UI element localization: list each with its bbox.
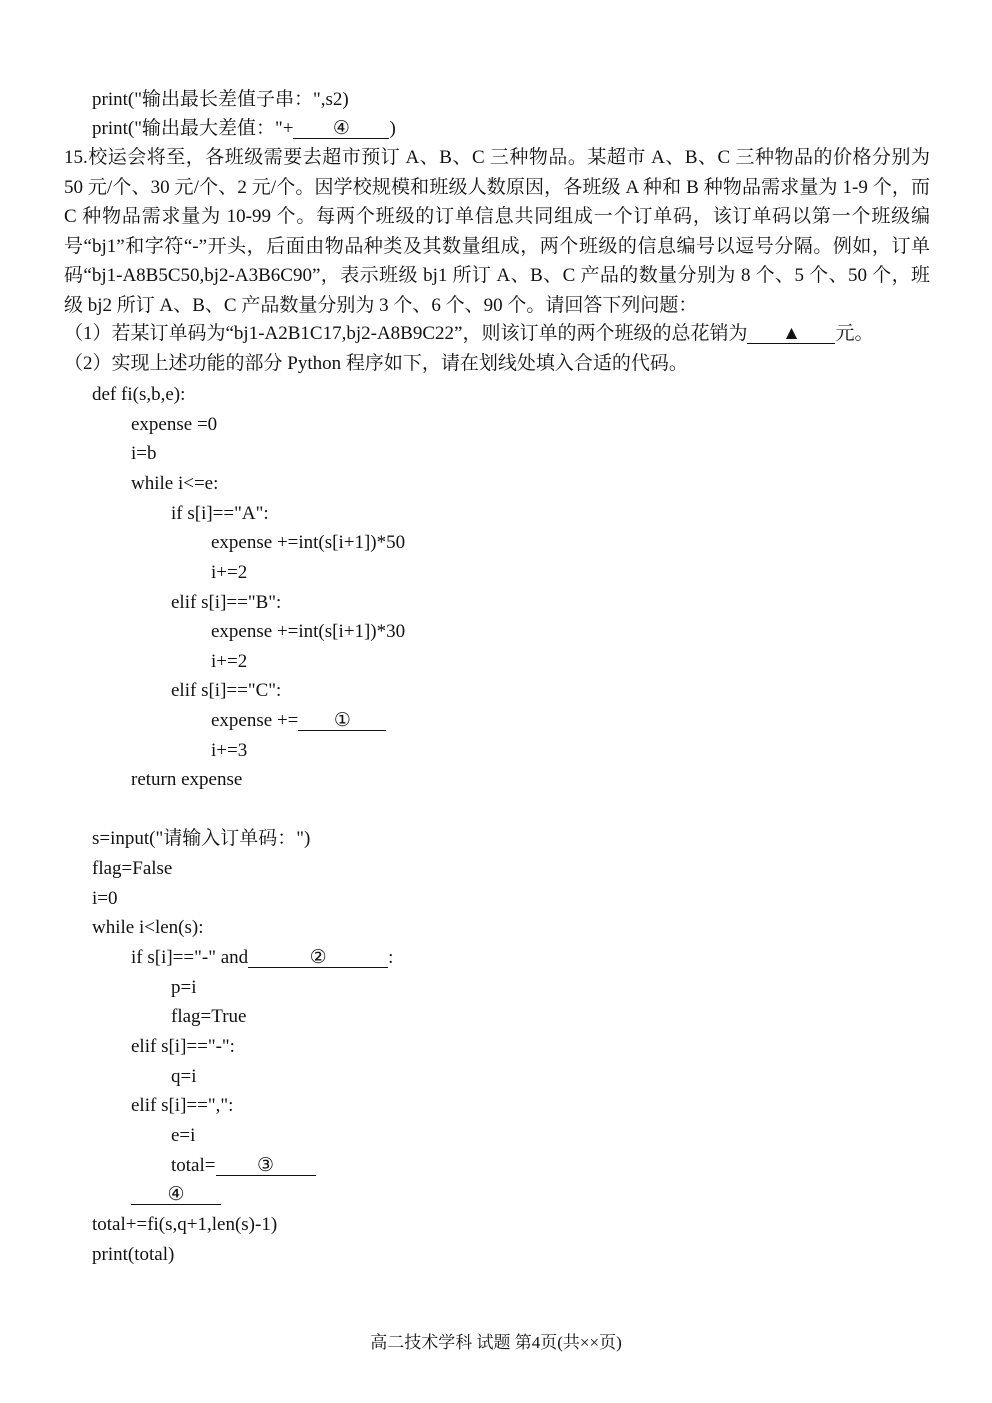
code-line: i+=3 (211, 740, 248, 761)
question-2-text: （2）实现上述功能的部分 Python 程序如下，请在划线处填入合适的代码。 (64, 353, 688, 374)
code-line: elif s[i]=="B": (171, 592, 282, 613)
code-line-blank-3 (171, 1154, 316, 1178)
code-line: if s[i]=="A": (171, 503, 269, 524)
code-line: q=i (171, 1066, 197, 1087)
code-line: while i<=e: (131, 473, 219, 494)
code-line: while i<len(s): (92, 917, 204, 938)
code-line: i=0 (92, 888, 118, 909)
code-line: total+=fi(s,q+1,len(s)-1) (92, 1214, 278, 1235)
page-footer: 高二技术学科 试题 第4页(共××页) (370, 1333, 622, 1352)
code-line: p=i (171, 977, 197, 998)
code-line: i+=2 (211, 651, 248, 672)
question-1-text: （1）若某订单码为“bj1-A2B1C17,bj2-A8B9C22”，则该订单的两个班级的总花销为 (64, 323, 748, 344)
code-line: elif s[i]==",": (131, 1095, 234, 1116)
code-text: total= (171, 1155, 216, 1176)
answer-blank-q1[interactable]: ▲ (747, 325, 835, 344)
colon-text: : (388, 947, 394, 968)
answer-blank-4[interactable]: ④ (293, 120, 389, 139)
code-line: def fi(s,b,e): (92, 384, 186, 405)
code-line-blank-4 (131, 1183, 221, 1207)
code-line-print-s2: print("输出最长差值子串：",s2) (92, 89, 349, 110)
code-line: expense =0 (131, 414, 218, 435)
code-line: e=i (171, 1125, 196, 1146)
question-15-text: 15.校运会将至，各班级需要去超市预订 A、B、C 三种物品。某超市 A、B、C 三种物品的价格分别为 50 元/个、30 元/个、2 元/个。因学校规模和班级人数原因，各班级 A 种和 B 种物品需求量为 1-9 个，而 C 种物品需求量为 10-99 个。每两个班级的订单信息共同组成一个订单码，该订单码以第一个班级编号“bj1”和字符“-”开头，后面由物品种类及其数量组成，两个班级的信息编号以逗号分隔。例如，订单码“bj1-A8B5C50,bj2-A3B6C90”，表示班级 bj1 所订 A、B、C 产品的数量分别为 8 个、5 个、50 个，班级 bj2 所订 A、B、C 产品数量分别为 3 个、6 个、90 个。请回答下列问题： (64, 147, 930, 316)
code-text: if s[i]=="-" and (131, 947, 249, 968)
code-line: elif s[i]=="-": (131, 1036, 235, 1057)
unit-text: 元。 (835, 323, 874, 344)
code-text: expense += (211, 710, 299, 731)
code-line: elif s[i]=="C": (171, 680, 282, 701)
code-line: print(total) (92, 1244, 175, 1265)
code-line: flag=False (92, 858, 173, 879)
answer-blank-2[interactable]: ② (248, 949, 388, 968)
code-line: i+=2 (211, 562, 248, 583)
code-line-blank-1 (211, 709, 386, 733)
question-1 (64, 322, 873, 346)
code-line: expense +=int(s[i+1])*50 (211, 532, 406, 553)
code-line: expense +=int(s[i+1])*30 (211, 621, 406, 642)
code-line: i=b (131, 443, 157, 464)
code-line: s=input("请输入订单码：") (92, 828, 311, 849)
code-line: flag=True (171, 1006, 247, 1027)
code-text: print("输出最大差值："+ (92, 118, 294, 139)
code-line-print-max (92, 117, 396, 141)
code-text: ) (389, 118, 396, 139)
code-line: return expense (131, 769, 243, 790)
answer-blank-3[interactable]: ③ (216, 1157, 316, 1176)
answer-blank-1[interactable]: ① (298, 712, 386, 731)
answer-blank-4b[interactable]: ④ (131, 1186, 221, 1205)
code-line-blank-2 (131, 946, 393, 970)
